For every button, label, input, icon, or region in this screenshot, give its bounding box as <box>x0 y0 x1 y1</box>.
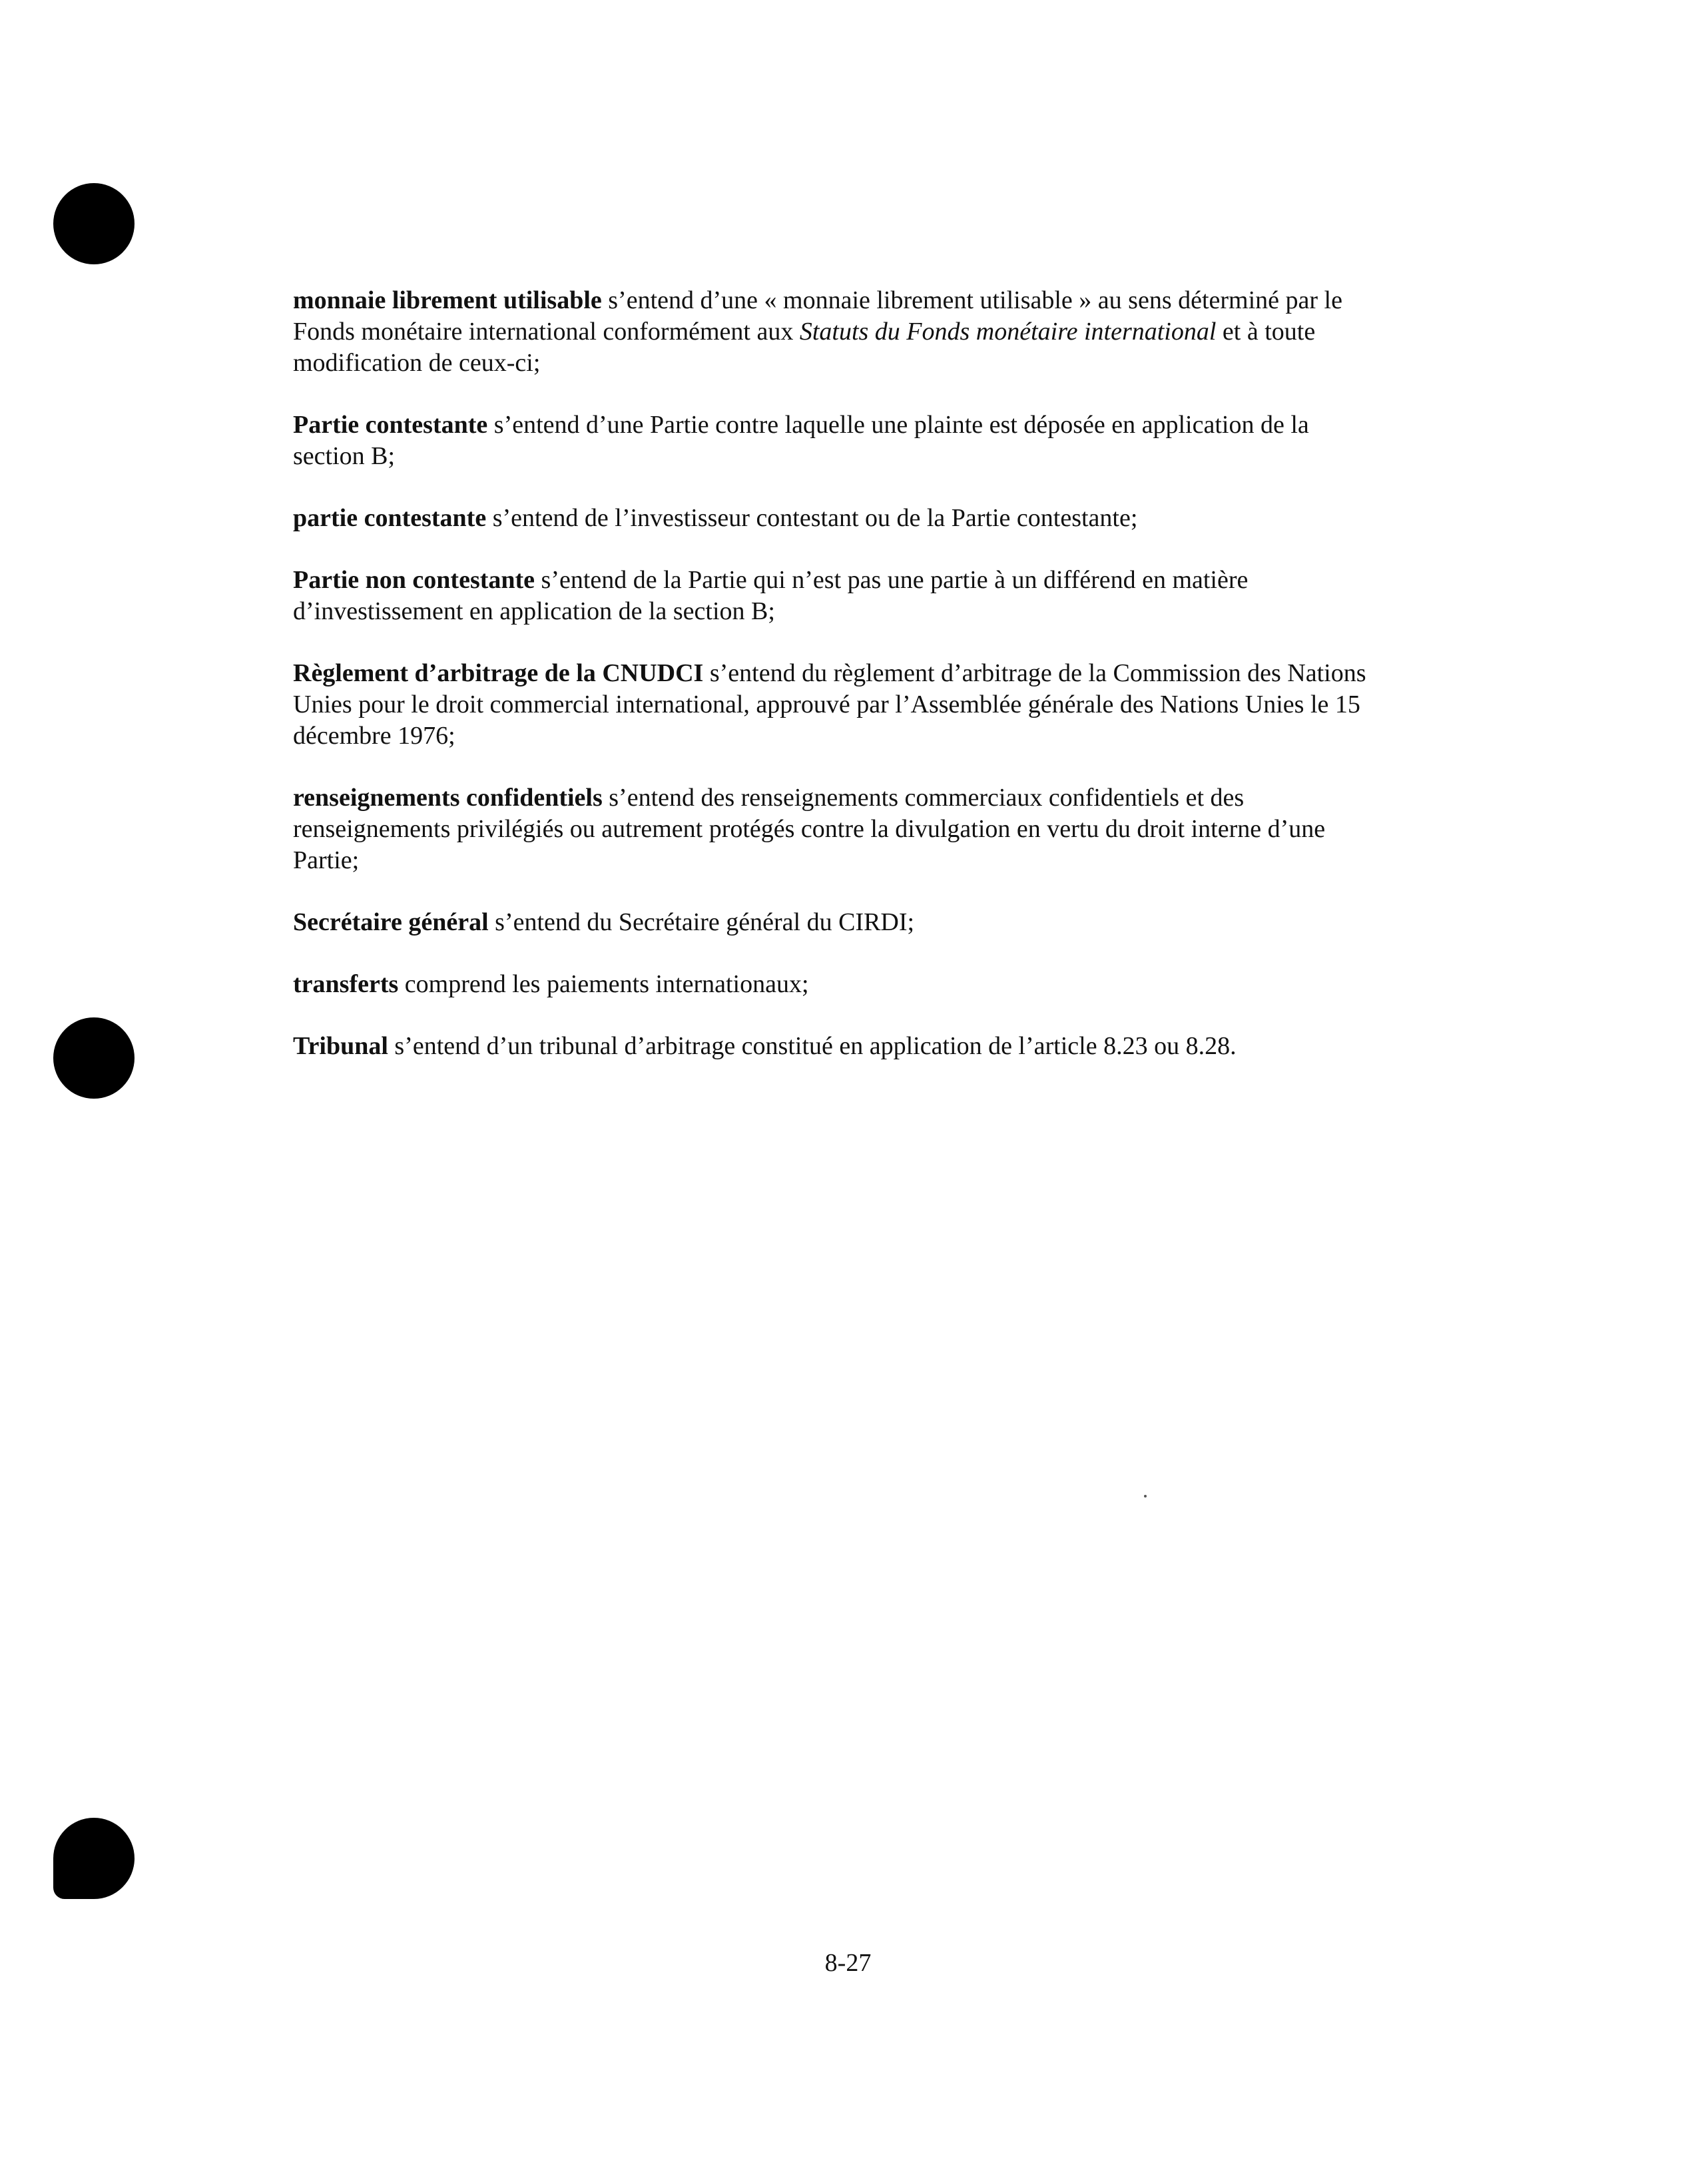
definition-text: s’entend du règlement d’arbitrage de la Commission des Nations Unies pour le droit commercial international, approuvé par l’Assemblée générale des Nations Unies le 15 décembre 1976; <box>293 659 1366 750</box>
definition-text-after: et à toute modification de ceux-ci; <box>293 318 1316 377</box>
definition-term: Règlement d’arbitrage de la CNUDCI <box>293 659 704 687</box>
definition-partie-contestante-lowercase <box>293 503 1385 534</box>
definition-term: Partie non contestante <box>293 566 535 594</box>
definition-text: s’entend de l’investisseur contestant ou de la Partie contestante; <box>486 504 1138 532</box>
definition-term: partie contestante <box>293 504 487 532</box>
definition-term: Secrétaire général <box>293 908 489 936</box>
definition-monnaie-librement-utilisable <box>293 285 1385 379</box>
definition-term: renseignements confidentiels <box>293 784 603 812</box>
definitions-list <box>293 285 1385 1093</box>
definition-transferts <box>293 969 1385 1000</box>
definition-term: Partie contestante <box>293 411 488 439</box>
definition-text: s’entend de la Partie qui n’est pas une partie à un différend en matière d’investissement en application de la section B; <box>293 566 1249 625</box>
page-number: 8-27 <box>824 1949 872 1977</box>
definition-term: transferts <box>293 970 399 998</box>
definition-text: s’entend d’une Partie contre laquelle une plainte est déposée en application de la section B; <box>293 411 1309 470</box>
definition-text: s’entend d’un tribunal d’arbitrage constitué en application de l’article 8.23 ou 8.28. <box>388 1032 1237 1060</box>
definition-term: Tribunal <box>293 1032 388 1060</box>
definition-secretaire-general <box>293 907 1385 938</box>
definition-text: s’entend d’une « monnaie librement utilisable » au sens déterminé par le Fonds monétaire international conformément aux <box>293 286 1342 346</box>
punch-hole-middle <box>53 1017 135 1099</box>
definition-italic-reference: Statuts du Fonds monétaire international <box>799 318 1217 346</box>
definition-term: monnaie librement utilisable <box>293 286 602 314</box>
scan-speck <box>1144 1495 1147 1498</box>
definition-partie-contestante <box>293 410 1385 472</box>
punch-hole-bottom <box>53 1818 135 1899</box>
punch-hole-top <box>53 183 135 264</box>
definition-partie-non-contestante <box>293 565 1385 627</box>
definition-text: comprend les paiements internationaux; <box>398 970 809 998</box>
definition-renseignements-confidentiels <box>293 782 1385 876</box>
definition-tribunal <box>293 1031 1385 1062</box>
definition-text: s’entend du Secrétaire général du CIRDI; <box>488 908 915 936</box>
definition-text: s’entend des renseignements commerciaux confidentiels et des renseignements privilégiés ou autrement protégés contre la divulgation en vertu du droit interne d’une Partie; <box>293 784 1326 874</box>
definition-reglement-arbitrage-cnudci <box>293 658 1385 752</box>
